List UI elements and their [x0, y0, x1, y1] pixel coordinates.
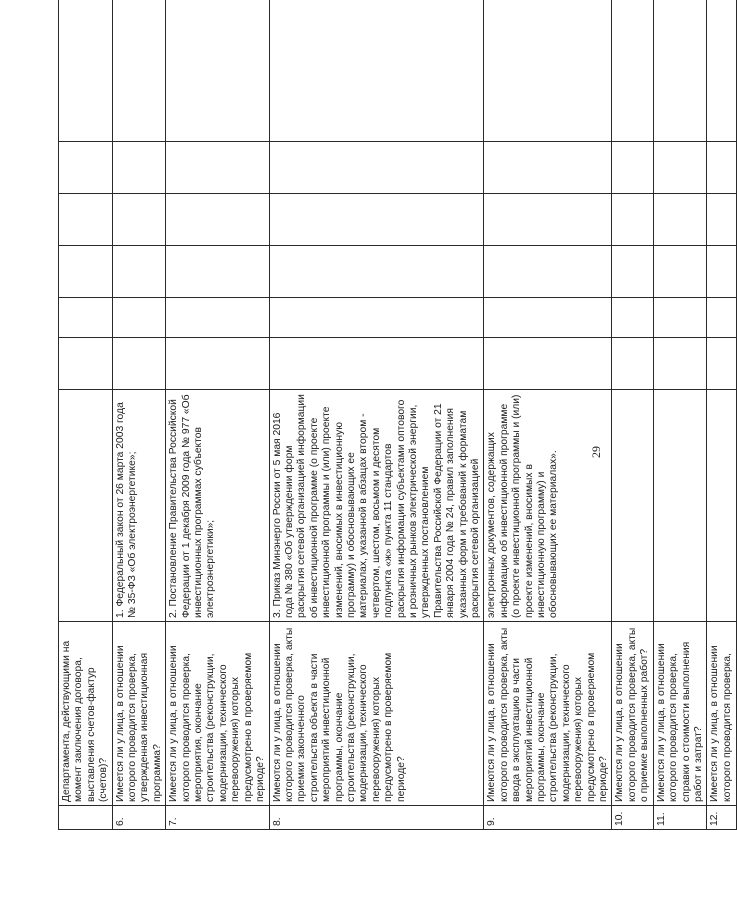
table-row	[484, 0, 612, 830]
answer-na-cell	[269, 246, 484, 298]
answer-extra-cell-2	[707, 142, 737, 194]
notes-cell	[269, 0, 484, 142]
answer-yes-cell	[484, 338, 612, 390]
answer-yes-cell	[653, 338, 707, 390]
answer-extra-cell-2	[612, 142, 653, 194]
page-number: 29	[589, 446, 603, 458]
answer-no-cell	[59, 298, 113, 338]
notes-cell	[653, 0, 707, 142]
reference-cell: 2. Постановление Правительства Российской Федерации от 1 декабря 2009 года № 977 «Об инвестиционных программах субъектов электроэнергетики»;	[166, 390, 269, 622]
answer-extra-cell-2	[269, 142, 484, 194]
answer-extra-cell-2	[484, 142, 612, 194]
answer-na-cell	[59, 246, 113, 298]
table-row	[112, 0, 166, 830]
question-cell: Имеются ли у лица, в отношении которого проводится проверка, акты о приемке выполненных работ?	[612, 622, 653, 806]
table-row	[653, 0, 707, 830]
answer-no-cell	[166, 298, 269, 338]
answer-na-cell	[612, 246, 653, 298]
question-cell: Имеются ли у лица, в отношении которого проводится проверка, акты ввода в эксплуатацию в части мероприятий инвестиционной программы, окончание строительства (реконструкции, модернизации, технического перевооружения) которых предусмотрено в проверяемом периоде?	[484, 622, 612, 806]
table-row	[707, 0, 737, 830]
row-number: 7.	[166, 806, 269, 830]
reference-cell: 1. Федеральный закон от 26 марта 2003 года № 35-ФЗ «Об электроэнергетике»;	[112, 390, 166, 622]
row-number: 10.	[612, 806, 653, 830]
answer-extra-cell	[707, 194, 737, 246]
answer-yes-cell	[166, 338, 269, 390]
answer-yes-cell	[59, 338, 113, 390]
answer-no-cell	[612, 298, 653, 338]
answer-extra-cell	[653, 194, 707, 246]
answer-yes-cell	[707, 338, 737, 390]
answer-extra-cell-2	[653, 142, 707, 194]
answer-extra-cell	[59, 194, 113, 246]
answer-extra-cell	[112, 194, 166, 246]
question-cell: Имеется ли у лица, в отношении которого проводится проверка,	[707, 622, 737, 806]
question-cell: Имеется ли у лица, в отношении которого проводится проверка, мероприятия, окончание строительства (реконструкции, модернизации, технического перевооружения) которых предусмотрено в проверяемом периоде?	[166, 622, 269, 806]
answer-extra-cell	[269, 194, 484, 246]
reference-cell: 3. Приказ Минэнерго России от 5 мая 2016 года № 380 «Об утверждении форм раскрытия сетевой организацией информации об инвестиционной программе (о проекте инвестиционной программы и (или) проекте изменений, вносимых в инвестиционную программу) и обосновывающих ее материалах, указанной в абзацах втором - четвертом, шестом, восьмом и десятом подпункта «ж» пункта 11 стандартов раскрытия информации субъектами оптового и розничных рынков электрической энергии, утвержденных постановлением Правительства Российской Федерации от 21 января 2004 года № 24, правил заполнения указанных форм и требований к форматам раскрытия сетевой организацией	[269, 390, 484, 622]
row-number: 11.	[653, 806, 707, 830]
question-cell: Департамента, действующими на момент заключения договора, выставления счетов-фактур (счетов)?	[59, 622, 113, 806]
table-row	[166, 0, 269, 830]
answer-extra-cell	[166, 194, 269, 246]
answer-no-cell	[112, 298, 166, 338]
notes-cell	[707, 0, 737, 142]
reference-cell	[707, 390, 737, 622]
row-number: 9.	[484, 806, 612, 830]
answer-na-cell	[707, 246, 737, 298]
row-number: 6.	[112, 806, 166, 830]
table-row	[269, 0, 484, 830]
notes-cell	[59, 0, 113, 142]
notes-cell	[166, 0, 269, 142]
answer-no-cell	[653, 298, 707, 338]
answer-yes-cell	[612, 338, 653, 390]
answer-na-cell	[166, 246, 269, 298]
answer-yes-cell	[112, 338, 166, 390]
answer-extra-cell-2	[59, 142, 113, 194]
reference-cell	[59, 390, 113, 622]
row-number	[59, 806, 113, 830]
row-number: 12.	[707, 806, 737, 830]
checklist-table	[58, 0, 737, 830]
notes-cell	[112, 0, 166, 142]
answer-no-cell	[269, 298, 484, 338]
notes-cell	[612, 0, 653, 142]
answer-extra-cell	[612, 194, 653, 246]
answer-no-cell	[707, 298, 737, 338]
answer-na-cell	[112, 246, 166, 298]
reference-cell: электронных документов, содержащих информацию об инвестиционной программе (о проекте инвестиционной программы и (или) проекте изменений, вносимых в инвестиционную программу) и обосновывающих ее материалах».	[484, 390, 612, 622]
question-cell: Имеются ли у лица, в отношении которого проводится проверка, акты приемки законченного строительства объекта в части мероприятий инвестиционной программы, окончание строительства (реконструкции, модернизации, технического перевооружения) которых предусмотрено в проверяемом периоде?	[269, 622, 484, 806]
question-cell: Имеется ли у лица, в отношении которого проводится проверка, утвержденная инвестиционная программа?	[112, 622, 166, 806]
notes-cell	[484, 0, 612, 142]
answer-extra-cell-2	[112, 142, 166, 194]
answer-na-cell	[484, 246, 612, 298]
answer-no-cell	[484, 298, 612, 338]
table-row	[612, 0, 653, 830]
table-row	[59, 0, 113, 830]
answer-yes-cell	[269, 338, 484, 390]
question-cell: Имеются ли у лица, в отношении которого проводится проверка, справки о стоимости выполнения работ и затрат?	[653, 622, 707, 806]
reference-cell	[653, 390, 707, 622]
answer-na-cell	[653, 246, 707, 298]
reference-cell	[612, 390, 653, 622]
row-number: 8.	[269, 806, 484, 830]
answer-extra-cell	[484, 194, 612, 246]
answer-extra-cell-2	[166, 142, 269, 194]
